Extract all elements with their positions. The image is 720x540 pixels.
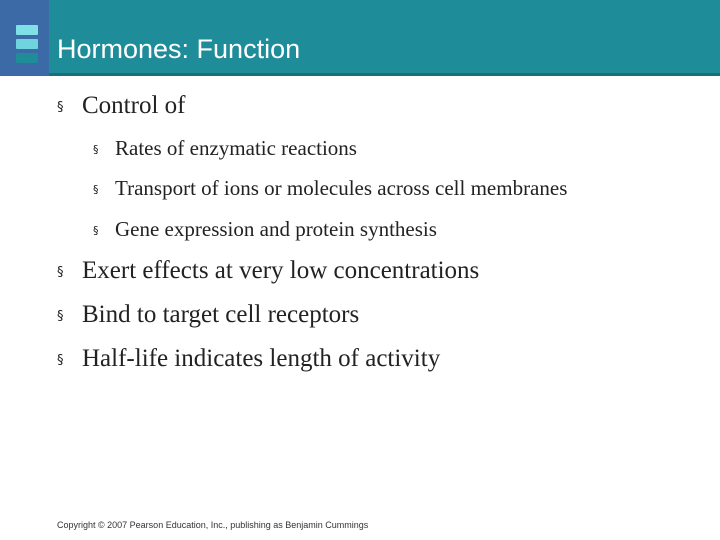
slide-title: Hormones: Function (57, 34, 301, 64)
sub-bullet-marker: § (93, 183, 99, 196)
sub-bullet-marker: § (93, 143, 99, 156)
bullet-marker: § (57, 265, 64, 280)
bullet-text: Bind to target cell receptors (82, 301, 360, 328)
bullet-marker: § (57, 353, 64, 368)
bullet-text: Half-life indicates length of activity (82, 345, 441, 372)
sub-bullet-text: Rates of enzymatic reactions (115, 136, 357, 160)
bullet-text: Exert effects at very low concentrations (82, 257, 480, 284)
bullet-marker: § (57, 309, 64, 324)
sub-bullet-text: Transport of ions or molecules across cell membranes (115, 176, 568, 200)
sub-bullet-text: Gene expression and protein synthesis (115, 217, 437, 241)
sub-bullet-marker: § (93, 224, 99, 237)
bullet-text: Control of (82, 92, 186, 119)
copyright-footer: Copyright © 2007 Pearson Education, Inc., publishing as Benjamin Cummings (57, 520, 369, 530)
bullet-marker: § (57, 100, 64, 115)
